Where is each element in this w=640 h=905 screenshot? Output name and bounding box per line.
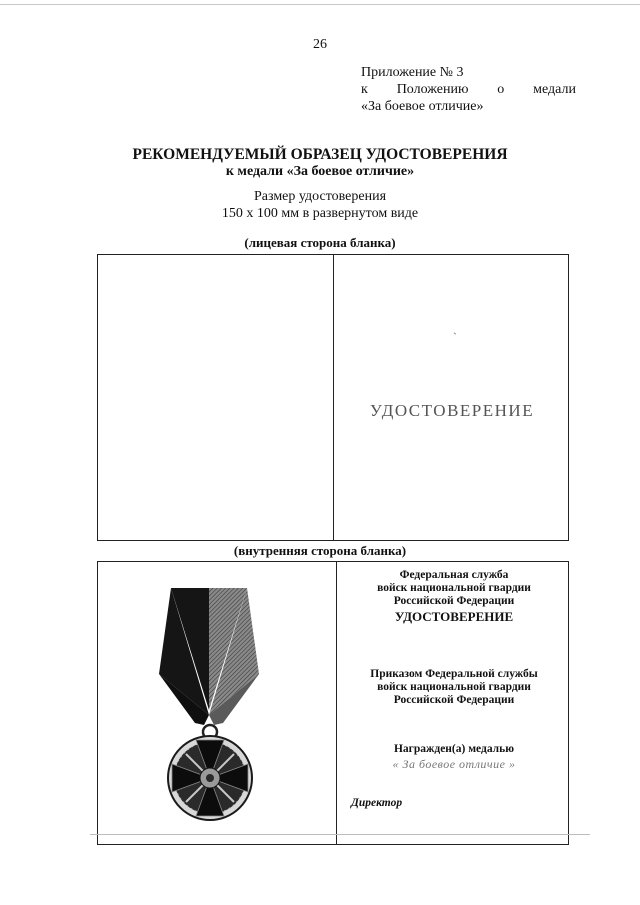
order-line: Российской Федерации (393, 694, 515, 706)
scan-top-line (0, 4, 640, 5)
medal-name: « За боевое отличие » (392, 757, 516, 771)
form-fold-line (333, 255, 334, 540)
appendix-block (361, 64, 576, 115)
appendix-line-3: «За боевое отличие» (361, 99, 484, 114)
service-line: Российской Федерации (393, 595, 515, 607)
medal-with-ribbon-icon (138, 582, 288, 822)
document-subtitle: к медали «За боевое отличие» (225, 164, 415, 179)
document-title: РЕКОМЕНДУЕМЫЙ ОБРАЗЕЦ УДОСТОВЕРЕНИЯ (132, 146, 508, 163)
cover-certificate-word: УДОСТОВЕРЕНИЕ (369, 401, 535, 420)
awarded-line: Награжден(а) медалью (393, 743, 514, 755)
appendix-word: о (497, 82, 505, 97)
appendix-word: к (361, 82, 368, 97)
service-name (338, 569, 570, 608)
inner-certificate-word: УДОСТОВЕРЕНИЕ (394, 609, 514, 624)
director-label: Директор (351, 797, 403, 809)
appendix-word: медали (533, 82, 576, 97)
appendix-line-1: Приложение № 3 (361, 65, 464, 80)
order-line: Приказом Федеральной службы (370, 668, 538, 680)
order-text (338, 668, 570, 707)
inner-side-form (97, 561, 569, 845)
order-line: войск национальной гвардии (377, 681, 531, 693)
size-value: 150 х 100 мм в развернутом виде (221, 206, 419, 221)
inner-side-caption: (внутренняя сторона бланка) (233, 543, 407, 558)
size-label: Размер удостоверения (253, 189, 387, 204)
appendix-word: Положению (396, 82, 469, 97)
appendix-line-2 (361, 81, 576, 98)
page-number: 26 (313, 37, 327, 52)
scan-speck: ` (453, 330, 457, 344)
service-line: Федеральная служба (399, 569, 509, 581)
service-line: войск национальной гвардии (377, 582, 531, 594)
front-side-form (97, 254, 569, 541)
front-side-caption: (лицевая сторона бланка) (244, 235, 396, 250)
scan-bottom-line (90, 834, 590, 835)
